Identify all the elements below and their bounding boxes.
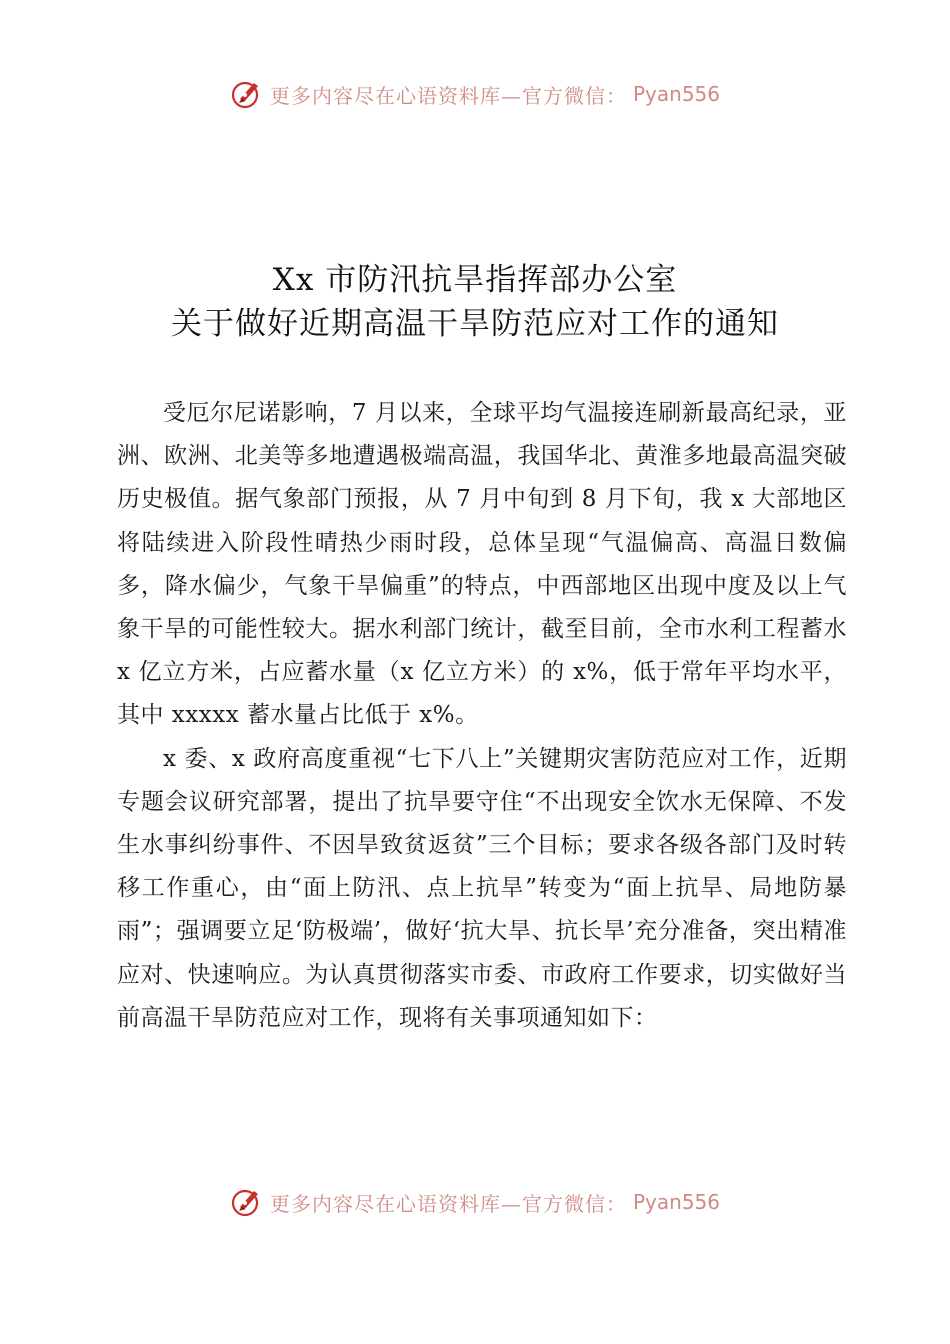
header-banner — [0, 70, 950, 118]
pen-logo-icon — [230, 77, 264, 111]
paragraph-1: 受厄尔尼诺影响，7 月以来，全球平均气温接连刷新最高纪录，亚洲、欧洲、北美等多地遭遇极端高温，我国华北、黄淮多地最高温突破历史极值。据气象部门预报，从 7 月中旬到 8 月下旬，我 x 大部地区将陆续进入阶段性晴热少雨时段，总体呈现“气温偏高、高温日数偏多，降水偏少，气象干旱偏重”的特点，中西部地区出现中度及以上气象干旱的可能性较大。据水利部门统计，截至目前，全市水利工程蓄水 x 亿立方米，占应蓄水量（x 亿立方米）的 x%，低于常年平均水平，其中 xxxxx 蓄水量占比低于 x%。 — [117, 400, 847, 729]
title-line-1: Xx 市防汛抗旱指挥部办公室 — [272, 262, 678, 298]
footer-banner-text: 更多内容尽在心语资料库—官方微信： — [269, 1191, 627, 1216]
footer-banner-wechat-id: Pyan556 — [632, 1190, 720, 1214]
title-line-2: 关于做好近期高温干旱防范应对工作的通知 — [171, 306, 779, 342]
pen-logo-icon — [230, 1185, 264, 1219]
document-body — [117, 392, 847, 1040]
header-banner-wechat-id: Pyan556 — [632, 82, 720, 106]
paragraph-2: x 委、x 政府高度重视“七下八上”关键期灾害防范应对工作，近期专题会议研究部署，提出了抗旱要守住“不出现安全饮水无保障、不发生水事纠纷事件、不因旱致贫返贫”三个目标；要求各级各部门及时转移工作重心，由“面上防汛、点上抗旱”转变为“面上抗旱、局地防暴雨”；强调要立足‘防极端’，做好‘抗大旱、抗长旱’充分准备，突出精准应对、快速响应。为认真贯彻落实市委、市政府工作要求，切实做好当前高温干旱防范应对工作，现将有关事项通知如下： — [117, 745, 847, 1031]
footer-banner — [0, 1178, 950, 1226]
document-title — [0, 258, 950, 346]
header-banner-text: 更多内容尽在心语资料库—官方微信： — [269, 83, 627, 108]
